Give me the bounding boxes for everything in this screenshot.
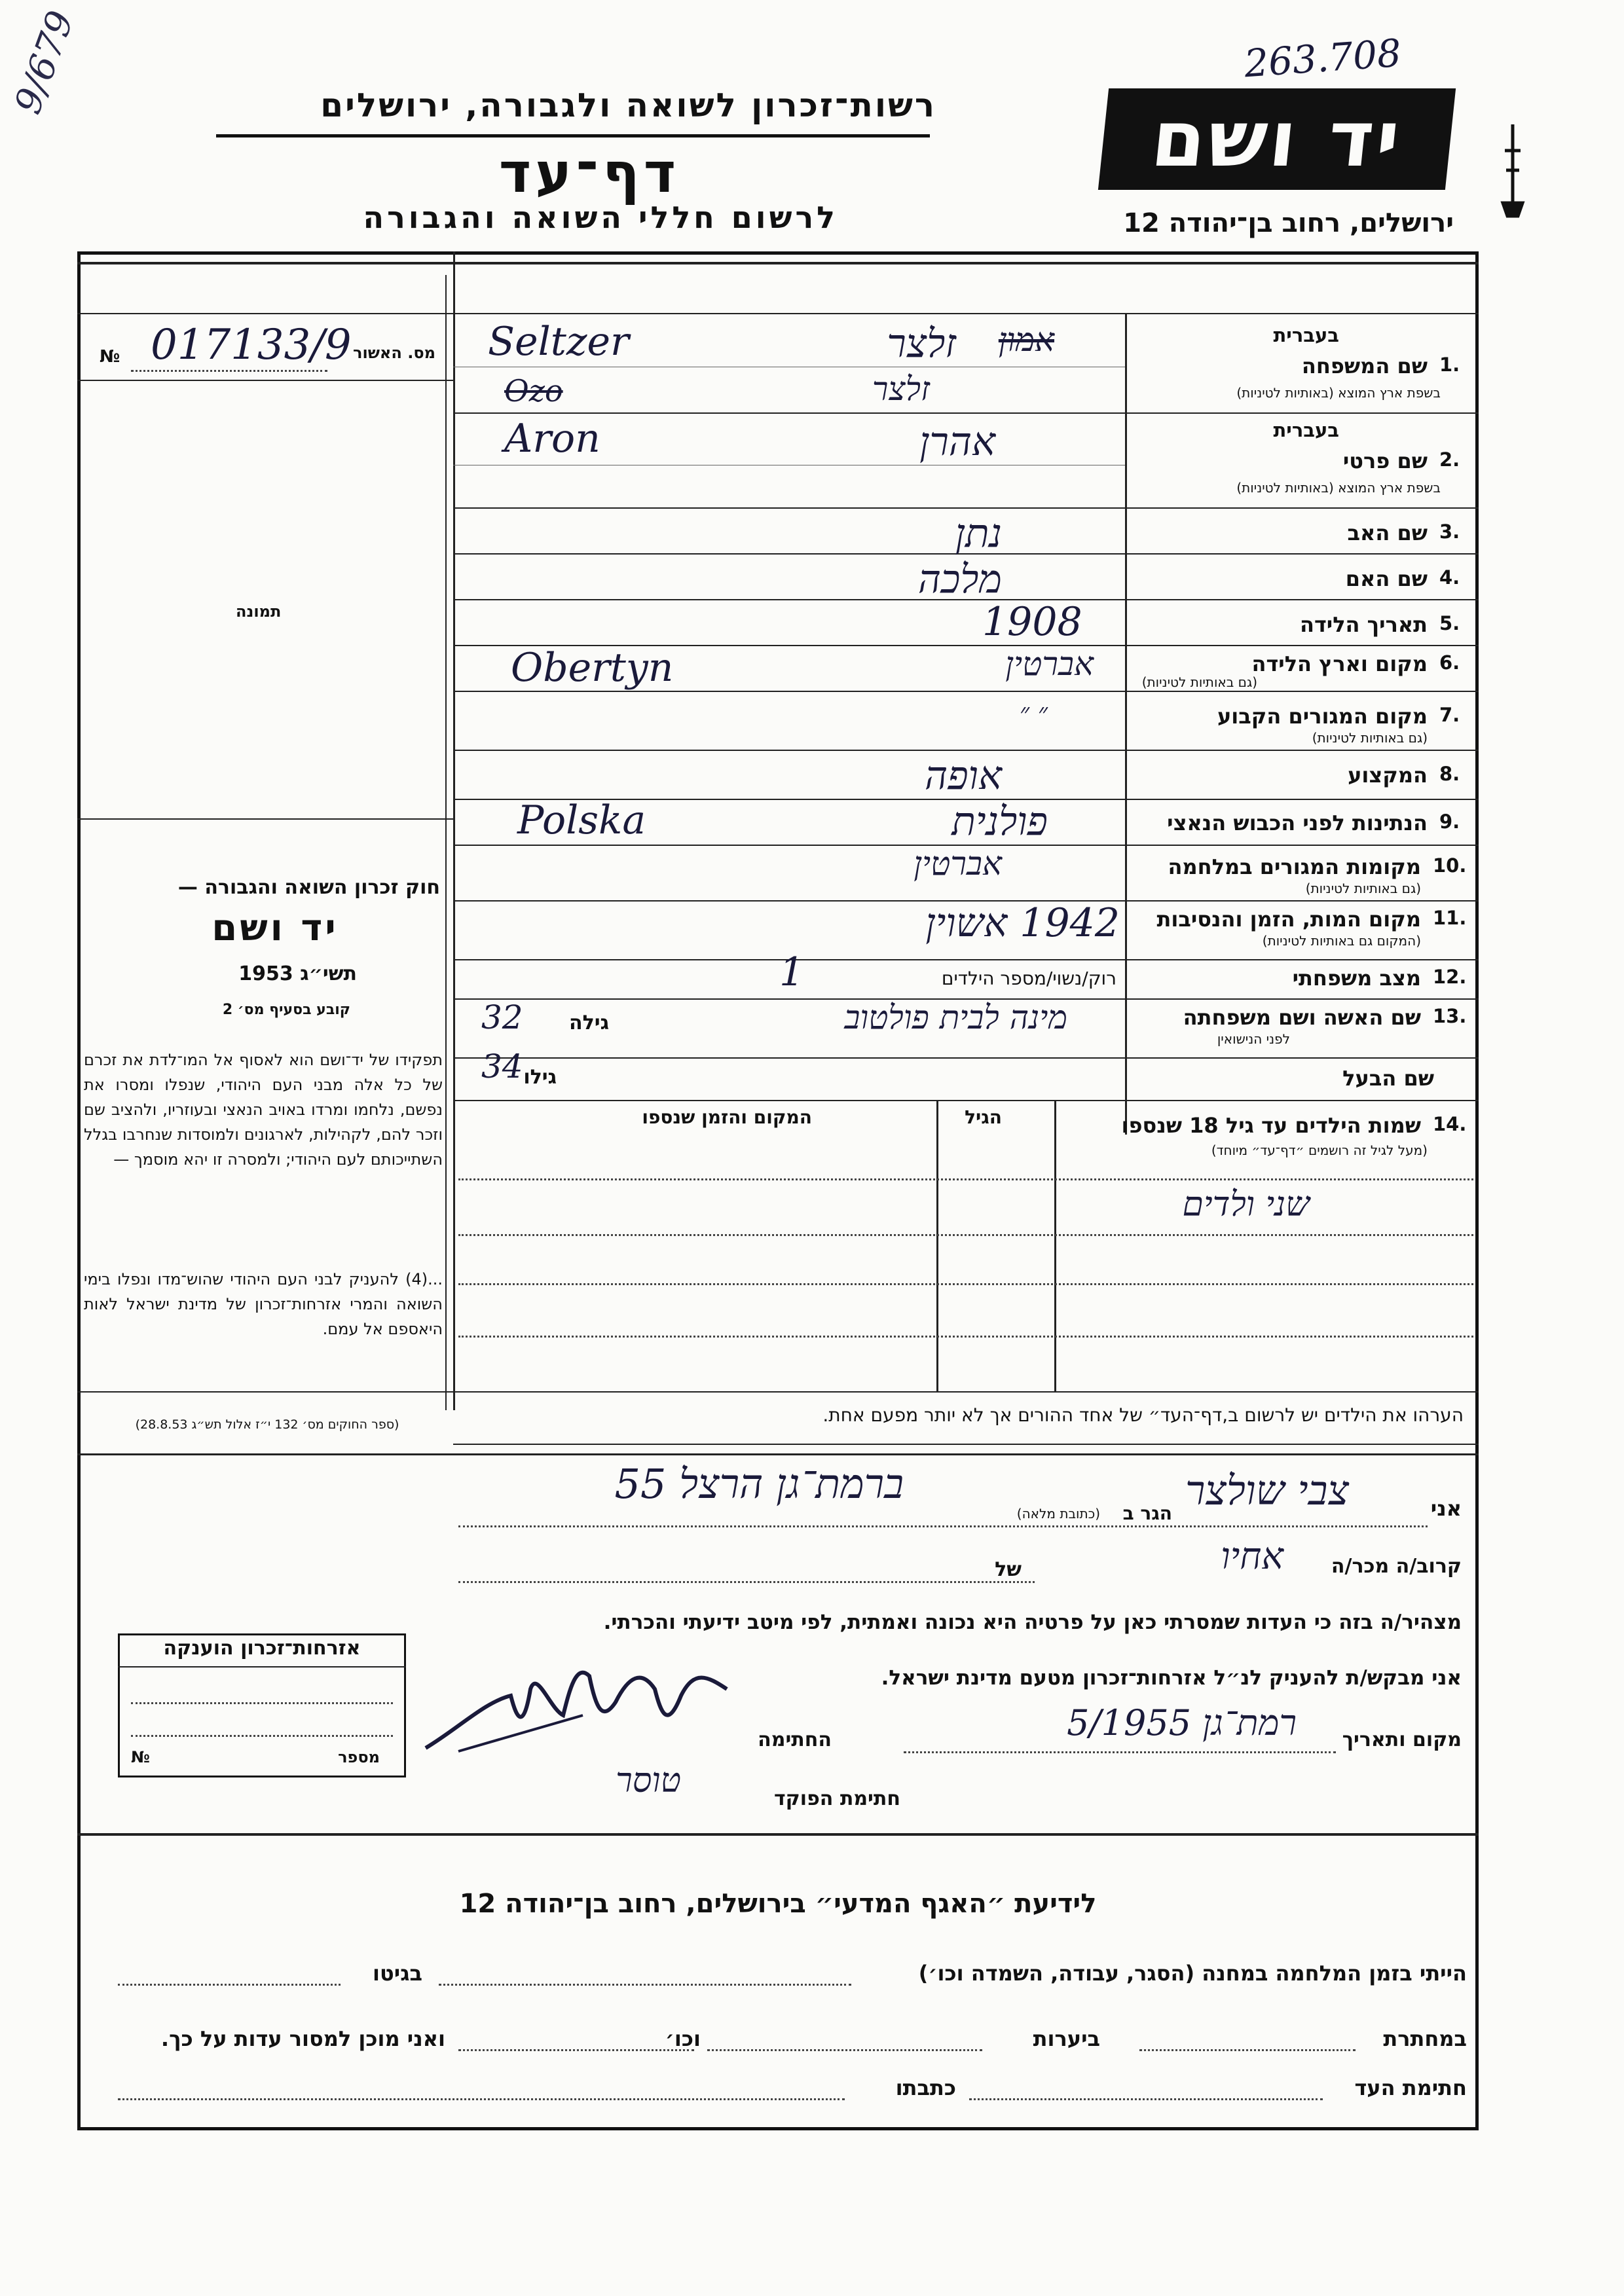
declaration-line-2 xyxy=(458,1581,1035,1583)
law-reference: (ספר החוקים מס׳ 132 י״ז אלול תש״ג 28.8.53) xyxy=(135,1417,399,1432)
field-12-options: רוק/נשוי/מספר הילדים xyxy=(941,968,1116,989)
declarant-name: צבי שולצר xyxy=(1185,1467,1349,1514)
field-2-value-latin: Aron xyxy=(504,416,600,462)
field-13-label: שם האשה ושם משפחתה xyxy=(1183,1005,1421,1030)
declaration-of: של xyxy=(995,1558,1022,1581)
children-row-1 xyxy=(458,1178,1473,1180)
law-name: יד ושם xyxy=(212,907,339,949)
field-3-number: 3. xyxy=(1439,520,1460,543)
citizenship-box-number-label: מספר xyxy=(338,1748,380,1766)
husband-age-label: גילו xyxy=(523,1066,557,1089)
law-text: תפקידו של יד־ושם הוא לאסוף אל המו־לדת את זכרם של כל אלה מבני העם היהודי, שנפלו ומסרו את נפשם, נלחמו ומרדו באויב הנאצי ובעוזריו, ולהציב שם וזכר להם, לקהילות, לארגונים ולמוסדות שנחרבו בגלל השתייכותם לעם היהודי; ולמסרה זו יהא מוסמך — xyxy=(84,1051,443,1169)
field-12-label: מצב משפחתי xyxy=(1292,966,1421,991)
field-9-value-hebrew: פולנית xyxy=(951,799,1048,845)
field-11-number: 11. xyxy=(1433,907,1467,929)
field-6-number: 6. xyxy=(1439,651,1460,674)
field-2-number: 2. xyxy=(1439,448,1460,471)
labels-divider xyxy=(1125,313,1127,1135)
footer-line-2-fill xyxy=(1139,2049,1356,2051)
field-8-number: 8. xyxy=(1439,763,1460,785)
signature-label: החתימה xyxy=(758,1728,832,1751)
field-4-value: מלכה xyxy=(917,556,1002,602)
photo-top-rule xyxy=(77,313,1479,314)
footer-line-2d: ואני מוכן למסור עדות על כך. xyxy=(160,2026,445,2051)
authority-name: רשות־זכרון לשואה ולגבורה, ירושלים xyxy=(320,86,936,124)
row-rule-7 xyxy=(453,750,1479,751)
field-12-value: 1 xyxy=(779,949,805,995)
row-rule-1 xyxy=(453,412,1479,414)
note-text: הערהו את הילדים יש לרשום ב,דף־העד״ של אחד ההורים אך לא יותר מפעם אחת. xyxy=(822,1404,1464,1426)
row-rule-6 xyxy=(453,691,1479,692)
declaration-line-1 xyxy=(458,1525,1428,1527)
citizenship-box-title: אזרחות־זכרון הוענקה xyxy=(163,1637,361,1660)
field-5-label: תאריך הלידה xyxy=(1299,612,1428,637)
footer-top-rule xyxy=(77,1833,1479,1836)
place-date-line xyxy=(904,1751,1336,1753)
field-13-sub: לפני הנישואין xyxy=(1217,1031,1290,1047)
field-6-sub: (גם באותיות לטיניות) xyxy=(1141,674,1257,690)
menorah-icon xyxy=(1500,124,1526,223)
footer-line-2-fill-3 xyxy=(458,2049,694,2051)
footer-line-1-fill-2 xyxy=(118,1984,341,1986)
citizenship-box-line-1 xyxy=(131,1702,393,1704)
row-rule-2 xyxy=(453,507,1479,509)
husband-age: 34 xyxy=(481,1048,523,1085)
field-10-value: אברטין xyxy=(913,845,1002,883)
field-13-age: 32 xyxy=(481,998,523,1036)
field-14-label: שמות הילדים עד גיל 18 שנספו xyxy=(1121,1113,1421,1138)
declaration-top-rule xyxy=(77,1453,1479,1455)
field-9-value-latin: Polska xyxy=(517,797,646,843)
field-4-number: 4. xyxy=(1439,566,1460,589)
institution-address: ירושלים, רחוב בן־יהודה 12 xyxy=(1123,208,1454,238)
footer-line-2c: וכו׳ xyxy=(665,2026,701,2051)
field-7-sub: (גם באותיות לטיניות) xyxy=(1312,730,1428,746)
declaration-relative: קרוב/ה מכר/ה xyxy=(1331,1555,1462,1578)
field-14-sub: (מעל לגיל זה רושמים ״דף־עד״ מיוחד) xyxy=(1211,1142,1428,1158)
child-1-name: שני ולדים xyxy=(1182,1185,1310,1224)
footer-line-3-fill xyxy=(969,2098,1323,2100)
field-13-age-label: גילה xyxy=(569,1011,609,1034)
cert-number-value: 017133/9 xyxy=(151,321,352,369)
row-rule-husband xyxy=(453,1100,1479,1101)
field-10-label: מקומות המגורים במלחמה xyxy=(1168,854,1421,879)
footer-line-2b: ביערות xyxy=(1033,2026,1100,2051)
citizenship-box-line-2 xyxy=(131,1735,393,1737)
field-1-value-hebrew-struck: אמון xyxy=(998,321,1054,359)
declaration-i: אני xyxy=(1430,1496,1462,1521)
inner-photo-divider xyxy=(445,275,447,1410)
children-col-age: הגיל xyxy=(965,1106,1002,1128)
field-8-value: אופה xyxy=(925,753,1002,799)
official-signature-value: טוסר xyxy=(616,1761,681,1800)
photo-label: תמונה xyxy=(236,602,282,621)
place-date-label: מקום ותאריך xyxy=(1342,1728,1462,1751)
left-panel-divider xyxy=(453,251,455,1410)
field-13-number: 13. xyxy=(1433,1005,1467,1027)
footer-line-3b: כתבתו xyxy=(895,2075,956,2100)
children-row-4 xyxy=(458,1336,1473,1338)
declaration-resides: הגר ב xyxy=(1122,1503,1172,1524)
field-3-label: שם האב xyxy=(1347,520,1428,545)
handwritten-file-number: 263.708 xyxy=(1242,30,1403,86)
row-rule-13 xyxy=(453,1057,1479,1059)
field-1-number: 1. xyxy=(1439,354,1460,376)
husband-label: שם הבעל xyxy=(1342,1066,1434,1091)
field-1-sub: בשפת ארץ המוצא (באותיות לטיניות) xyxy=(1236,385,1441,401)
field-10-sub: (גם באותיות לטיניות) xyxy=(1305,881,1421,896)
footer-line-1b: בגיטו xyxy=(373,1961,422,1986)
children-col-place: המקום והזמן שנספו xyxy=(642,1106,812,1128)
page-subtitle: לרשום חללי השואה והגבורה xyxy=(363,200,838,235)
field-12-number: 12. xyxy=(1433,966,1467,988)
field-2-in-hebrew: בעברית xyxy=(1273,419,1339,441)
handwritten-margin-note: 9/679 xyxy=(7,5,83,120)
field-2-label: שם פרטי xyxy=(1342,448,1428,473)
field-11-sub: (המקום גם באותיות לטיניות) xyxy=(1262,933,1421,949)
field-2-value-hebrew: אהרן xyxy=(919,419,995,465)
footer-line-3-fill-2 xyxy=(118,2098,845,2100)
field-13-value: מינה לבית פולטוב xyxy=(844,998,1067,1036)
field-3-value: נתן xyxy=(955,511,1002,556)
note-bottom-rule xyxy=(453,1444,1479,1445)
header-rule xyxy=(216,134,930,137)
footer-line-1a: הייתי בזמן המלחמה במחנה (הסגר, עבודה, השמדה וכו׳) xyxy=(918,1961,1467,1986)
note-top-rule xyxy=(77,1391,1479,1393)
children-row-3 xyxy=(458,1283,1473,1285)
field-4-label: שם האם xyxy=(1345,566,1428,591)
yad-vashem-logo: יד ושם xyxy=(1098,88,1456,190)
footer-line-1-fill xyxy=(439,1984,851,1986)
law-year: תשי״ג 1953 xyxy=(238,962,357,985)
law-section: קובע בסעיף מס׳ 2 xyxy=(222,1002,350,1018)
field-5-number: 5. xyxy=(1439,612,1460,634)
field-10-number: 10. xyxy=(1433,854,1467,877)
field-9-number: 9. xyxy=(1439,811,1460,833)
field-5-value: 1908 xyxy=(982,599,1082,645)
field-6-label: מקום וארץ הלידה xyxy=(1251,651,1428,676)
row-rule-11 xyxy=(453,959,1479,960)
footer-title: לידיעת ״האגף המדעי״ בירושלים, רחוב בן־יהודה 12 xyxy=(459,1889,1097,1919)
declaration-address-hint: (כתובת מלאה) xyxy=(1016,1506,1100,1522)
field-7-label: מקום המגורים הקבוע xyxy=(1217,704,1428,729)
citizenship-box-number-prefix: № xyxy=(131,1748,150,1766)
page-title: דף־עד xyxy=(498,141,680,205)
field-1-value-hebrew: זלצר xyxy=(887,321,956,367)
law-title: חוק זכרון השואה והגבורה — xyxy=(177,876,440,899)
children-row-2 xyxy=(458,1234,1473,1236)
children-col-divider-2 xyxy=(936,1100,938,1391)
field-1-value-hebrew-2: זלצר xyxy=(872,370,930,408)
cert-number-prefix: № xyxy=(100,347,120,367)
cert-rule xyxy=(77,380,453,381)
official-signature-label: חתימת הפוקד xyxy=(774,1787,900,1810)
declaration-statement-1: מצהיר/ה בזה כי העדות שמסרתי כאן על פרטיה היא נכונה ואמתית, לפי מיטב ידיעתי והכרתי. xyxy=(603,1611,1462,1634)
field-1-in-hebrew: בעברית xyxy=(1273,324,1339,346)
cert-number-line xyxy=(131,370,327,372)
declaration-statement-2: אני מבקש/ת להעניק לנ״ל אזרחות־זכרון מטעם מדינת ישראל. xyxy=(881,1666,1462,1690)
place-date-value: רמת־גן 5/1955 xyxy=(1067,1702,1297,1743)
field-11-label: מקום המות, הזמן והנסיבות xyxy=(1156,907,1421,932)
field-9-label: הנתינות לפני הכבוש הנאצי xyxy=(1167,811,1428,835)
citizenship-box-rule xyxy=(118,1666,406,1667)
declarant-address: ברמת־גן הרצל 55 xyxy=(614,1460,904,1508)
field-14-number: 14. xyxy=(1433,1113,1467,1135)
field-7-value: ״ ״ xyxy=(1019,698,1048,728)
field-7-number: 7. xyxy=(1439,704,1460,726)
law-text-clause-4: ...(4) להעניק לבני העם היהודי שהוש־מדו ונפלו בימי השואה והמרי אזרחות־זכרון של מדינת ישראל לאות היאספם אל עמם. xyxy=(84,1270,443,1338)
declarant-signature xyxy=(419,1650,747,1761)
field-11-value: 1942 אשוין xyxy=(925,900,1120,946)
field-8-label: המקצוע xyxy=(1348,763,1428,788)
footer-line-3a: חתימת העד xyxy=(1354,2075,1467,2100)
field-2-sub: בשפת ארץ המוצא (באותיות לטיניות) xyxy=(1236,480,1441,496)
children-col-divider-1 xyxy=(1054,1100,1056,1391)
field-1-value-latin-struck: Ozo xyxy=(504,373,563,409)
form-top-double-rule xyxy=(77,262,1479,264)
field-1-value-latin: Seltzer xyxy=(488,319,629,365)
field-6-value-latin: Obertyn xyxy=(511,645,674,691)
declarant-relation: אחיו xyxy=(1221,1535,1283,1578)
footer-line-2-fill-2 xyxy=(707,2049,982,2051)
cert-number-label: מס. האשור xyxy=(353,344,435,362)
footer-line-2a: במחתרת xyxy=(1383,2026,1467,2051)
field-1-label: שם המשפחה xyxy=(1301,354,1428,378)
photo-bottom-rule xyxy=(77,818,453,820)
field-6-value-hebrew: אברטין xyxy=(1005,645,1094,683)
